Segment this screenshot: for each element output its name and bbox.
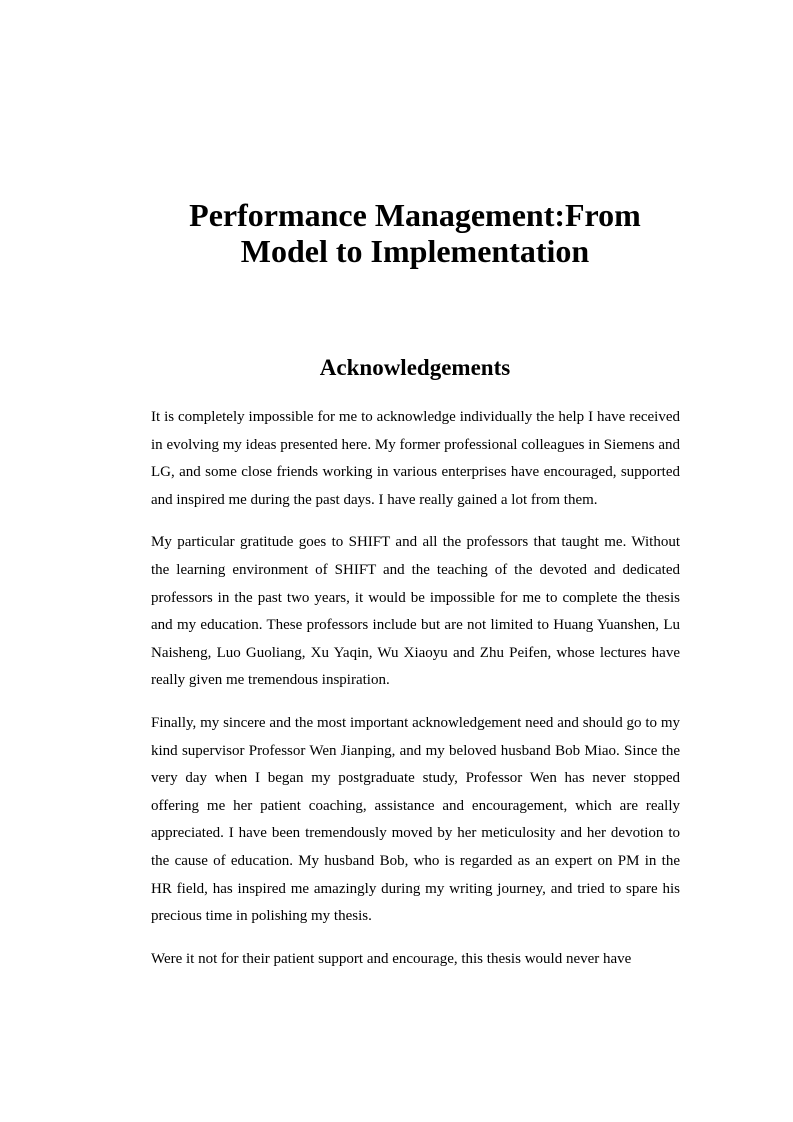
title-line-2: Model to Implementation [240, 233, 590, 269]
body-text [151, 404, 680, 988]
document-title [0, 197, 793, 269]
section-heading: Acknowledgements [319, 355, 511, 380]
paragraph-1: It is completely impossible for me to acknowledge individually the help I have received in evolving my ideas presented here. My former professional colleagues in Siemens and LG, and some close friends working in various enterprises have encouraged, supported and inspired me during the past days. I have really gained a lot from them. [151, 409, 680, 508]
paragraph-4: Were it not for their patient support and encourage, this thesis would never have [151, 950, 632, 967]
paragraph-2: My particular gratitude goes to SHIFT and all the professors that taught me. Without the learning environment of SHIFT and the teaching of the devoted and dedicated professors in the past two years, it would be impossible for me to complete the thesis and my education. These professors include but are not limited to Huang Yuanshen, Lu Naisheng, Luo Guoliang, Xu Yaqin, Wu Xiaoyu and Zhu Peifen, whose lectures have really given me tremendous inspiration. [151, 534, 680, 689]
title-line-1: Performance Management:From [189, 197, 641, 233]
paragraph-3: Finally, my sincere and the most important acknowledgement need and should go to my kind supervisor Professor Wen Jianping, and my beloved husband Bob Miao. Since the very day when I began my postgraduate study, Professor Wen has never stopped offering me her patient coaching, assistance and encouragement, which are really appreciated. I have been tremendously moved by her meticulosity and her devotion to the cause of education. My husband Bob, who is regarded as an expert on PM in the HR field, has inspired me amazingly during my writing journey, and tried to spare his precious time in polishing my thesis. [151, 714, 680, 925]
